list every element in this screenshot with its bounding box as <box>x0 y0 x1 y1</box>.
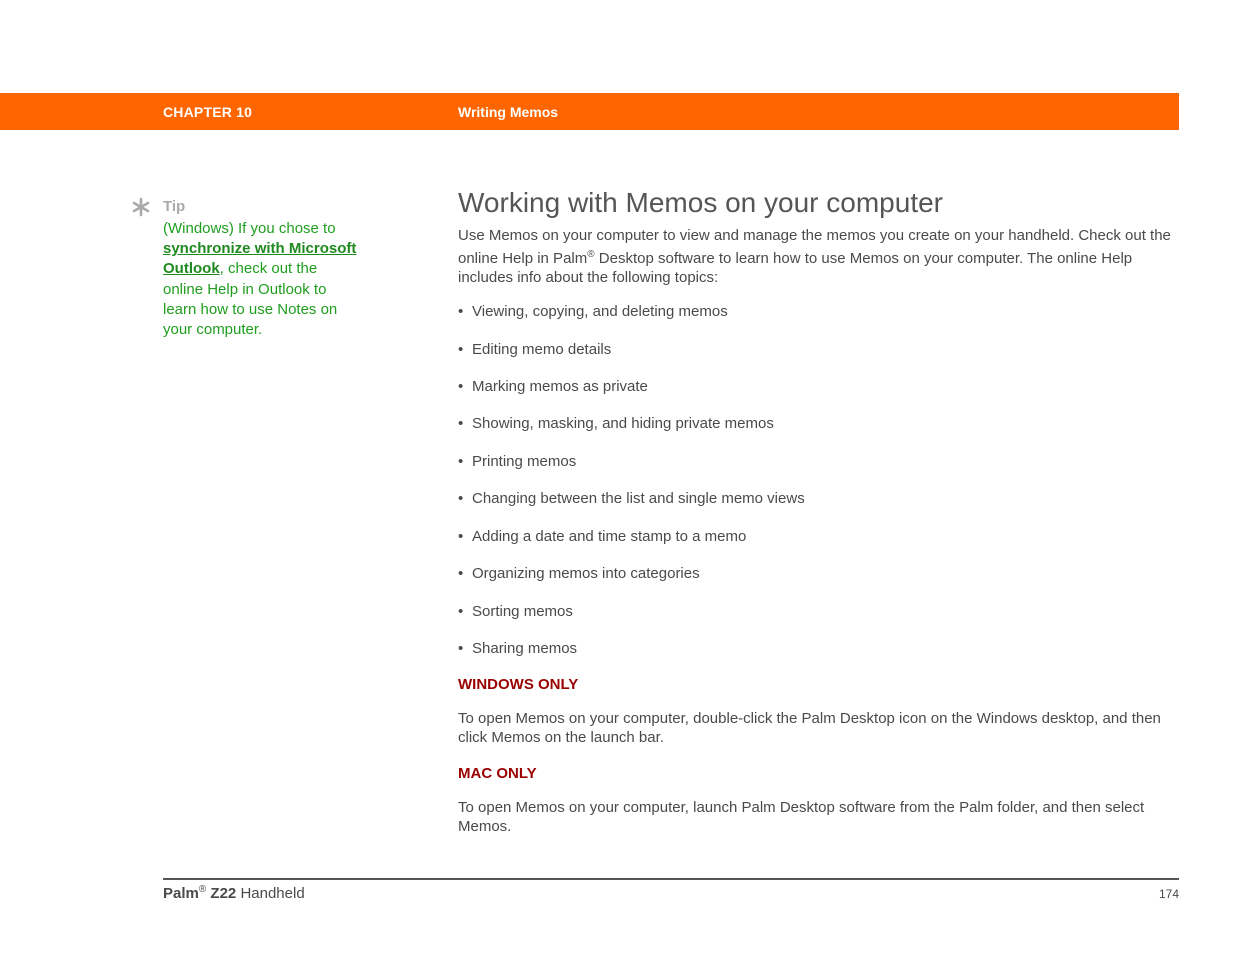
footer-divider <box>163 878 1179 880</box>
asterisk-icon <box>130 196 152 218</box>
page-number: 174 <box>1158 887 1179 901</box>
windows-only-heading: WINDOWS ONLY <box>458 676 579 693</box>
chapter-title: Writing Memos <box>458 104 559 120</box>
mac-only-heading: MAC ONLY <box>458 765 537 782</box>
list-item: • Changing between the list and single memo views <box>458 490 805 507</box>
list-item: • Sorting memos <box>458 603 573 620</box>
registered-mark: ® <box>587 249 595 260</box>
outlook-sync-link[interactable]: synchronize with Microsoft Outlook <box>163 240 357 278</box>
intro-paragraph <box>458 226 1180 287</box>
list-item: • Printing memos <box>458 453 577 470</box>
main-content <box>458 186 1180 835</box>
tip-label: Tip <box>163 198 186 215</box>
list-item: • Adding a date and time stamp to a memo <box>458 528 747 545</box>
tip-text <box>163 219 358 340</box>
list-item: • Editing memo details <box>458 341 612 358</box>
mac-instructions: To open Memos on your computer, launch Palm Desktop software from the Palm folder, and then select Memos. <box>458 799 1145 835</box>
intro-text-part1: Use Memos on your computer to view and manage the memos you create on your handheld. Check out the online Help in Palm <box>458 227 1171 267</box>
list-item: • Viewing, copying, and deleting memos <box>458 303 728 320</box>
list-item: • Marking memos as private <box>458 378 648 395</box>
footer-product-name: Palm® Z22 Handheld <box>163 884 305 902</box>
intro-text-part2: Desktop software to learn how to use Memos on your computer. The online Help includes info about the following topics: <box>458 250 1133 286</box>
windows-instructions: To open Memos on your computer, double-click the Palm Desktop icon on the Windows desktop, and then click Memos on the launch bar. <box>458 710 1161 746</box>
tip-text-before: (Windows) If you chose to <box>163 220 336 237</box>
tip-text-after: , check out the online Help in Outlook to learn how to use Notes on your computer. <box>163 260 338 339</box>
list-item: • Showing, masking, and hiding private memos <box>458 415 774 432</box>
list-item: • Sharing memos <box>458 640 578 657</box>
chapter-number: CHAPTER 10 <box>163 104 253 120</box>
list-item: • Organizing memos into categories <box>458 565 700 582</box>
section-title: Working with Memos on your computer <box>458 187 943 218</box>
